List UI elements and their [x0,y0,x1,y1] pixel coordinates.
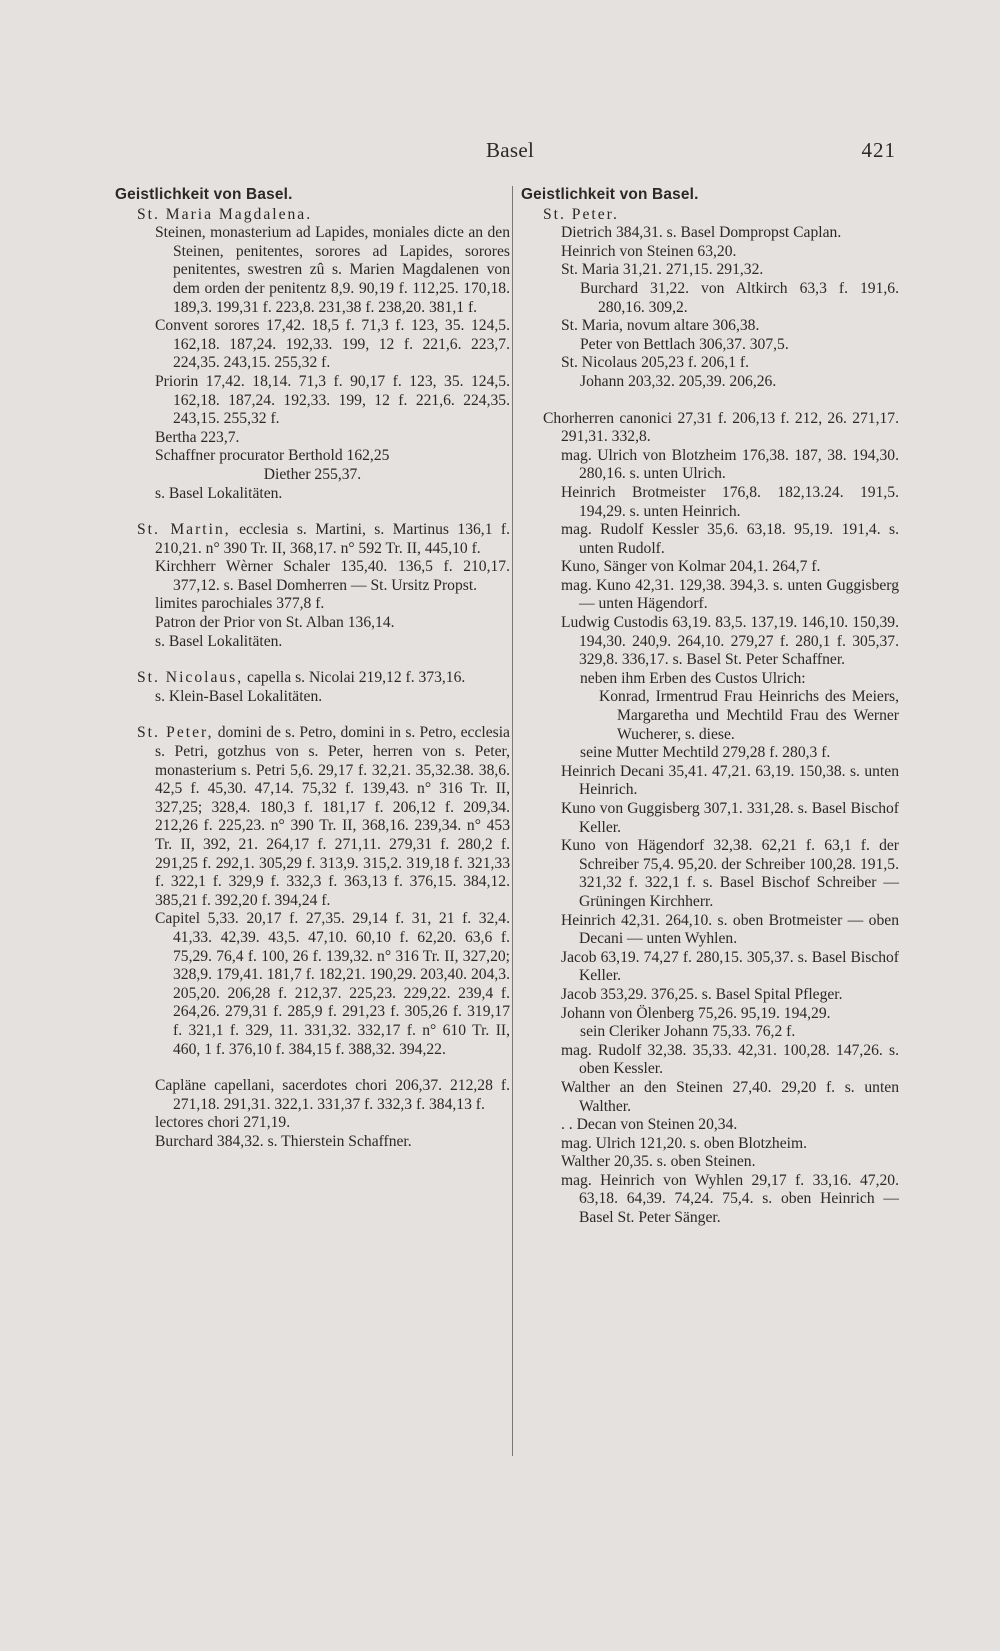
index-entry: Ludwig Custodis 63,19. 83,5. 137,19. 146,10. 150,39. 194,30. 240,9. 264,10. 279,27 f. 280,1 f. 305,37. 329,8. 336,17. s. Basel St. Peter Schaffner. [561,614,899,669]
index-entry: Convent sorores 17,42. 18,5 f. 71,3 f. 123, 35. 124,5. 162,18. 187,24. 192,33. 199, 12 f. 221,6. 223,7. 224,35. 243,15. 255,32 f. [155,317,510,372]
column-heading: Geistlichkeit von Basel. [115,186,293,203]
index-entry: Kuno von Hägendorf 32,38. 62,21 f. 63,1 f. der Schreiber 75,4. 95,20. der Schreiber 100,28. 191,5. 321,32 f. 322,1 f. s. Basel Bischof Schreiber — Grüningen Kirchherr. [561,837,899,910]
left-entries [115,206,510,1152]
index-entry: seine Mutter Mechtild 279,28 f. 280,3 f. [580,744,831,762]
page-number: 421 [861,138,896,162]
index-section-heading: St. Martin, ecclesia s. Martini, s. Martinus 136,1 f. 210,21. n° 390 Tr. II, 368,17. n° 592 Tr. II, 445,10 f. [137,521,510,557]
section-gap [115,706,510,724]
index-entry: Schaffner procurator Berthold 162,25 [155,447,390,465]
index-entry: Peter von Bettlach 306,37. 307,5. [580,335,789,353]
index-entry: Heinrich von Steinen 63,20. [561,242,737,260]
column-divider [512,186,513,1456]
index-entry: Heinrich Brotmeister 176,8. 182,13.24. 191,5. 194,29. s. unten Heinrich. [561,483,899,520]
index-entry: St. Maria, novum altare 306,38. [561,317,760,335]
index-entry: Johann von Ölenberg 75,26. 95,19. 194,29. [561,1004,831,1022]
index-entry: mag. Kuno 42,31. 129,38. 394,3. s. unten Guggisberg — unten Hägendorf. [561,576,899,613]
index-entry: Walther 20,35. s. oben Steinen. [561,1153,756,1171]
right-entries [521,206,899,1228]
section-gap [115,503,510,521]
index-entry: Heinrich Decani 35,41. 47,21. 63,19. 150,38. s. unten Heinrich. [561,762,899,799]
running-head [120,138,896,166]
index-entry: Burchard 384,32. s. Thierstein Schaffner. [155,1132,412,1150]
index-entry: mag. Ulrich 121,20. s. oben Blotzheim. [561,1134,807,1152]
index-section-heading: St. Peter. [543,205,619,223]
index-section-heading: St. Maria Magdalena. [137,205,313,223]
index-entry: St. Nicolaus 205,23 f. 206,1 f. [561,354,749,372]
index-entry: Diether 255,37. [263,465,362,483]
index-entry: Kirchherr Wèrner Schaler 135,40. 136,5 f. 210,17. 377,12. s. Basel Domherren — St. Ursitz Propst. [155,558,510,594]
index-entry: mag. Rudolf 32,38. 35,33. 42,31. 100,28. 147,26. s. oben Kessler. [561,1041,899,1078]
index-entry: Walther an den Steinen 27,40. 29,20 f. s. unten Walther. [561,1078,899,1115]
index-entry: Dietrich 384,31. s. Basel Dompropst Caplan. [561,224,842,242]
index-entry: neben ihm Erben des Custos Ulrich: [580,669,806,687]
index-entry: Jacob 353,29. 376,25. s. Basel Spital Pfleger. [561,985,843,1003]
index-entry: Capitel 5,33. 20,17 f. 27,35. 29,14 f. 31, 21 f. 32,4. 41,33. 42,39. 43,5. 47,10. 60,10 f. 62,20. 63,6 f. 75,29. 76,4 f. 100, 26 f. 139,32. n° 316 Tr. II, 327,20; 328,9. 179,41. 181,7 f. 182,21. 190,29. 203,40. 204,3. 205,20. 206,28 f. 212,37. 225,23. 229,22. 239,4 f. 264,26. 279,31 f. 285,9 f. 291,23 f. 305,26 f. 319,17 f. 321,1 f. 329, 11. 331,32. 332,17 f. n° 610 Tr. II, 460, 1 f. 376,10 f. 384,15 f. 388,32. 394,22. [155,910,510,1058]
index-entry: Konrad, Irmentrud Frau Heinrichs des Meiers, Margaretha und Mechtild Frau des Werner Wucherer, s. diese. [599,688,899,743]
index-entry: s. Basel Lokalitäten. [155,484,283,502]
index-section-heading: Chorherren canonici 27,31 f. 206,13 f. 212, 26. 271,17. 291,31. 332,8. [543,409,899,446]
index-entry: Capläne capellani, sacerdotes chori 206,37. 212,28 f. 271,18. 291,31. 322,1. 331,37 f. 332,3 f. 384,13 f. [155,1077,510,1113]
index-entry: mag. Rudolf Kessler 35,6. 63,18. 95,19. 191,4. s. unten Rudolf. [561,521,899,557]
index-section-heading: St. Peter, domini de s. Petro, domini in s. Petro, ecclesia s. Petri, gotzhus von s. Peter, herren von s. Peter, monasterium s. Petri 5,6. 29,17 f. 32,21. 35,32.38. 38,6. 42,5 f. 45,30. 47,14. 75,32 f. 139,43. n° 316 Tr. II, 327,25; 328,4. 180,3 f. 181,17 f. 206,12 f. 209,34. 212,26 f. 225,23. n° 390 Tr. II, 368,16. 239,34. n° 453 Tr. II, 392, 21. 264,17 f. 271,11. 279,31 f. 280,2 f. 291,25 f. 292,1. 305,29 f. 313,9. 315,2. 319,18 f. 321,33 f. 322,1 f. 329,9 f. 332,3 f. 363,13 f. 376,15. 384,12. 385,21 f. 392,20 f. 394,24 f. [137,724,510,909]
right-column [521,186,899,1228]
index-entry: Heinrich 42,31. 264,10. s. oben Brotmeister — oben Decani — unten Wyhlen. [561,911,899,948]
index-entry: St. Maria 31,21. 271,15. 291,32. [561,261,764,279]
index-entry: sein Cleriker Johann 75,33. 76,2 f. [580,1023,796,1041]
index-entry: s. Klein-Basel Lokalitäten. [155,687,323,705]
index-entry: Steinen, monasterium ad Lapides, moniales dicte an den Steinen, penitentes, sorores ad Lapides, sorores penitentes, swestren zû s. Marien Magdalenen von dem orden der penitentz 8,9. 90,19 f. 112,25. 170,18. 189,3. 199,31 f. 223,8. 231,38 f. 238,20. 381,1 f. [155,224,510,316]
index-entry: mag. Ulrich von Blotzheim 176,38. 187, 38. 194,30. 280,16. s. unten Ulrich. [561,446,899,483]
section-gap [521,392,899,410]
index-entry: Kuno von Guggisberg 307,1. 331,28. s. Basel Bischof Keller. [561,800,899,836]
index-entry: s. Basel Lokalitäten. [155,632,283,650]
section-gap [115,651,510,669]
section-gap [115,1059,510,1077]
column-heading: Geistlichkeit von Basel. [521,186,699,203]
index-entry: limites parochiales 377,8 f. [155,595,325,613]
index-entry: Bertha 223,7. [155,428,240,446]
index-entry: lectores chori 271,19. [155,1114,291,1132]
index-entry: Jacob 63,19. 74,27 f. 280,15. 305,37. s. Basel Bischof Keller. [561,948,899,985]
running-title: Basel [486,138,535,162]
index-entry: Kuno, Sänger von Kolmar 204,1. 264,7 f. [561,558,821,576]
index-entry: mag. Heinrich von Wyhlen 29,17 f. 33,16. 47,20. 63,18. 64,39. 74,24. 75,4. s. oben Heinrich — Basel St. Peter Sänger. [561,1171,899,1227]
index-entry: Patron der Prior von St. Alban 136,14. [155,614,395,632]
left-column [115,186,510,1152]
index-entry: Priorin 17,42. 18,14. 71,3 f. 90,17 f. 123, 35. 124,5. 162,18. 187,24. 192,33. 199, 12 f. 221,6. 224,35. 243,15. 255,32 f. [155,372,510,428]
index-entry: Burchard 31,22. von Altkirch 63,3 f. 191,6. 280,16. 309,2. [580,279,899,316]
index-entry: Johann 203,32. 205,39. 206,26. [580,372,777,390]
index-entry: . . Decan von Steinen 20,34. [561,1116,738,1134]
index-section-heading: St. Nicolaus, capella s. Nicolai 219,12 f. 373,16. [137,669,466,687]
